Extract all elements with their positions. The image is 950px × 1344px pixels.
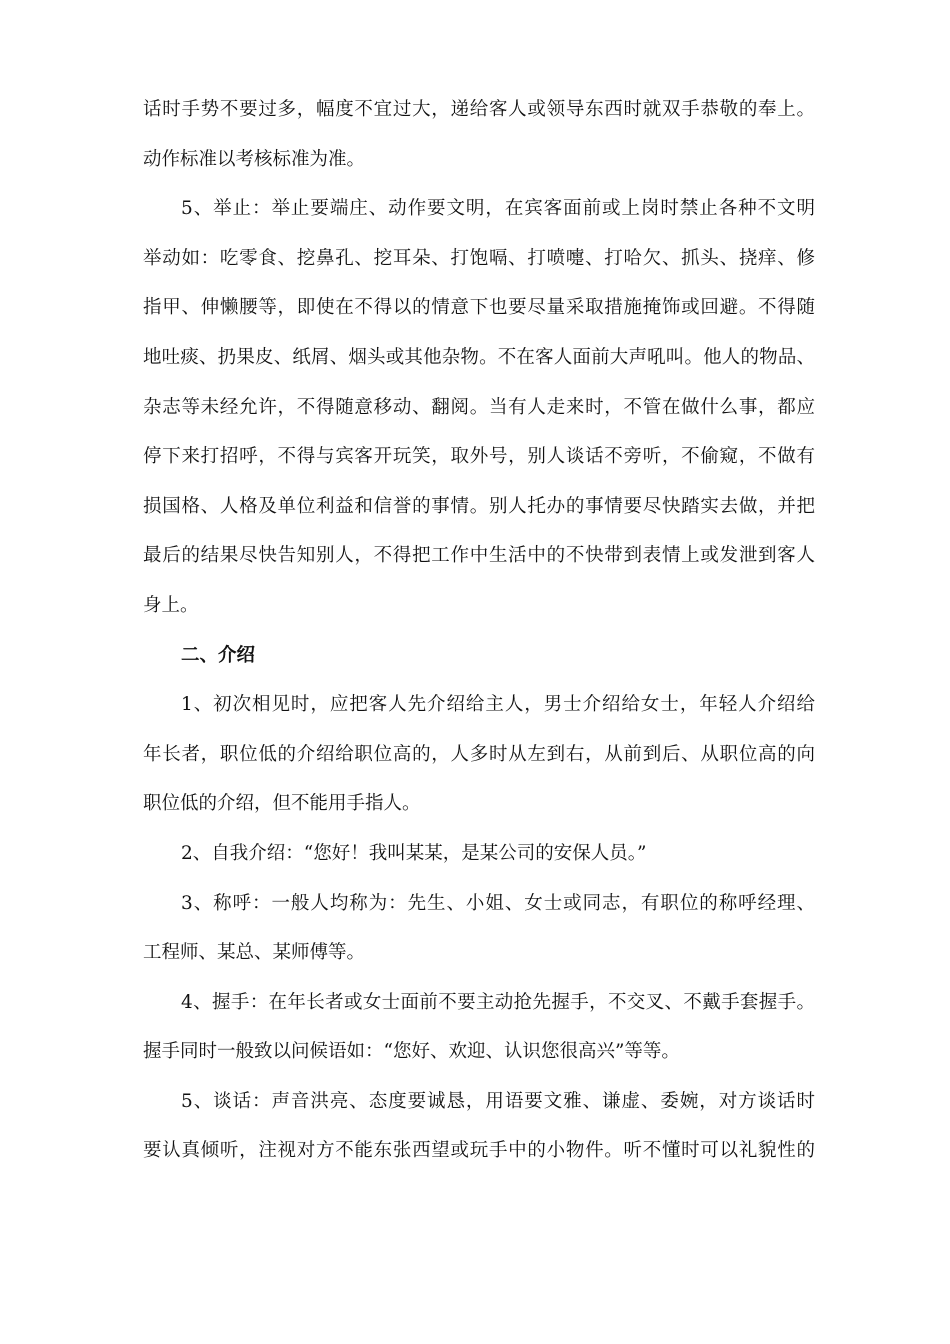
text-line: 地吐痰、扔果皮、纸屑、烟头或其他杂物。不在客人面前大声吼叫。他人的物品、 bbox=[143, 346, 815, 368]
text-line: 5、谈话：声音洪亮、态度要诚恳，用语要文雅、谦虚、委婉，对方谈话时 bbox=[181, 1090, 815, 1112]
text-line: 停下来打招呼，不得与宾客开玩笑，取外号，别人谈话不旁听，不偷窥，不做有 bbox=[143, 446, 815, 468]
text-line: 杂志等未经允许，不得随意移动、翻阅。当有人走来时，不管在做什么事，都应 bbox=[143, 396, 815, 418]
text-line: 握手同时一般致以问候语如：“您好、欢迎、认识您很高兴”等等。 bbox=[143, 1041, 680, 1063]
text-line: 3、称呼：一般人均称为：先生、小姐、女士或同志，有职位的称呼经理、 bbox=[181, 892, 815, 914]
text-line: 1、初次相见时，应把客人先介绍给主人，男士介绍给女士，年轻人介绍给 bbox=[181, 694, 815, 716]
text-line: 5、举止：举止要端庄、动作要文明，在宾客面前或上岗时禁止各种不文明 bbox=[181, 198, 815, 220]
text-line: 年长者，职位低的介绍给职位高的，人多时从左到右，从前到后、从职位高的向 bbox=[143, 743, 815, 765]
text-line: 损国格、人格及单位利益和信誉的事情。别人托办的事情要尽快踏实去做，并把 bbox=[143, 495, 815, 517]
text-line: 指甲、伸懒腰等，即使在不得以的情意下也要尽量采取措施掩饰或回避。不得随 bbox=[143, 297, 815, 319]
text-line: 职位低的介绍，但不能用手指人。 bbox=[143, 793, 421, 815]
text-line: 工程师、某总、某师傅等。 bbox=[143, 942, 366, 964]
section-heading: 二、介绍 bbox=[181, 644, 256, 666]
text-line: 身上。 bbox=[143, 594, 199, 616]
text-line: 4、握手：在年长者或女士面前不要主动抢先握手，不交叉、不戴手套握手。 bbox=[181, 991, 815, 1013]
text-line: 话时手势不要过多，幅度不宜过大，递给客人或领导东西时就双手恭敬的奉上。 bbox=[143, 99, 815, 120]
text-line: 举动如：吃零食、挖鼻孔、挖耳朵、打饱嗝、打喷嚏、打哈欠、抓头、挠痒、修 bbox=[143, 247, 815, 269]
text-line: 最后的结果尽快告知别人，不得把工作中生活中的不快带到表情上或发泄到客人 bbox=[143, 545, 815, 567]
text-line: 2、自我介绍：“您好！我叫某某，是某公司的安保人员。” bbox=[181, 842, 647, 864]
text-line: 要认真倾听，注视对方不能东张西望或玩手中的小物件。听不懂时可以礼貌性的 bbox=[143, 1140, 815, 1162]
document-body bbox=[143, 92, 815, 1183]
text-line: 动作标准以考核标准为准。 bbox=[143, 148, 366, 170]
